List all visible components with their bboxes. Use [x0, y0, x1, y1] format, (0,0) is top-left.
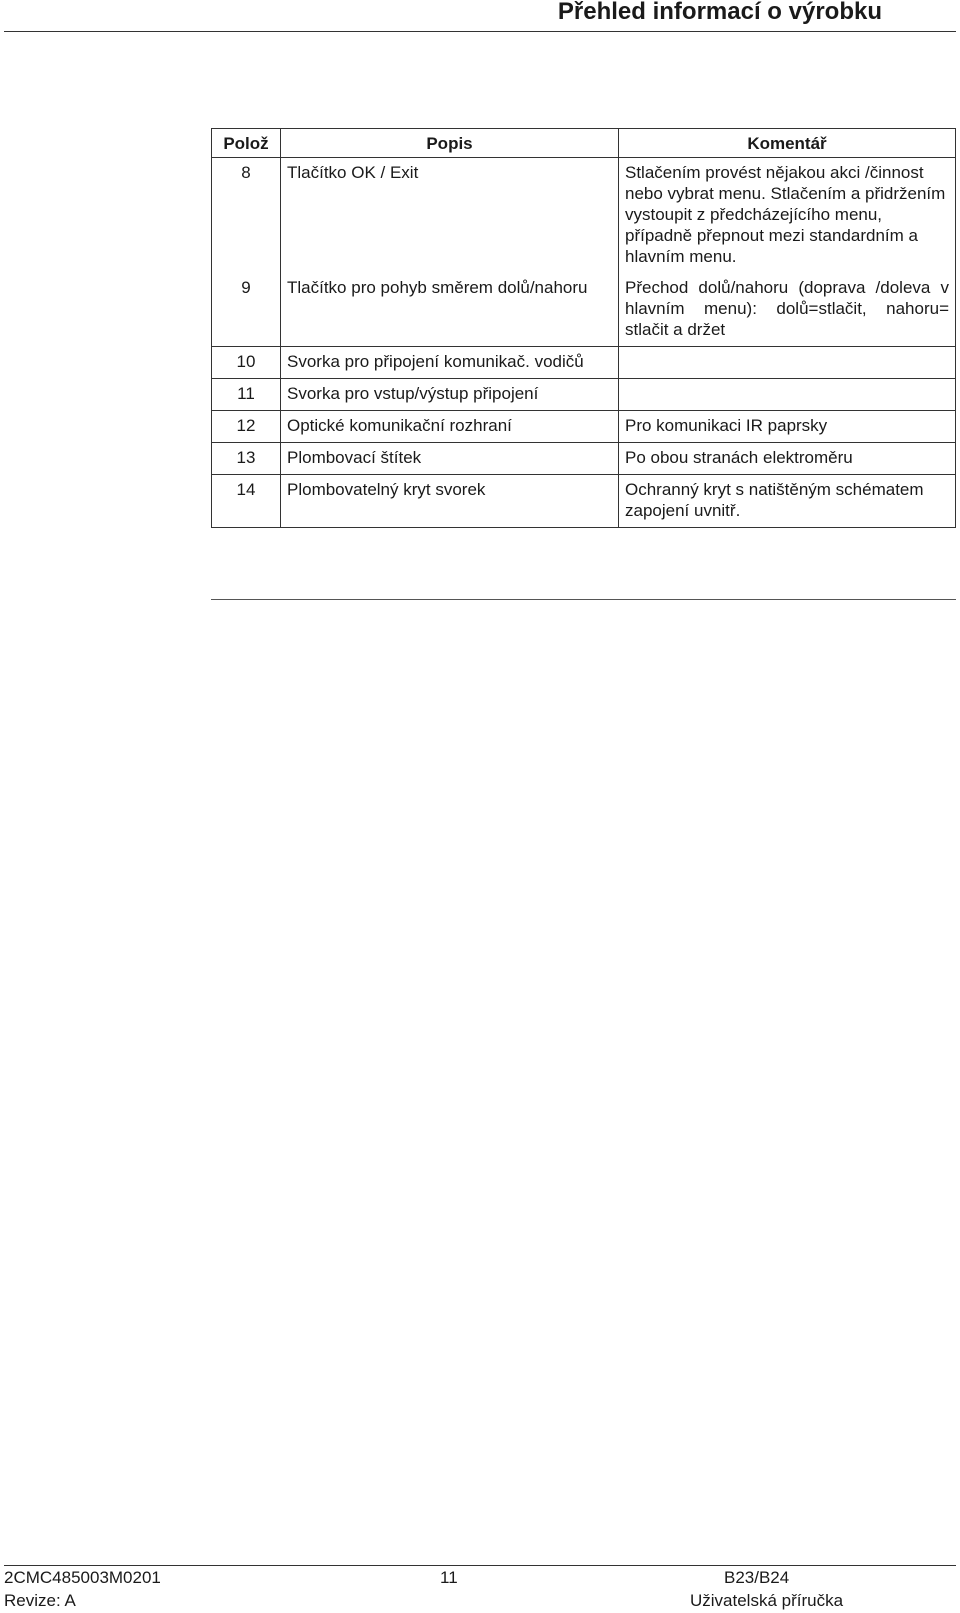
cell-comment: [619, 379, 956, 411]
table-row: [212, 347, 956, 379]
column-header-position: Polož: [212, 129, 281, 158]
cell-position: 14: [212, 475, 281, 528]
cell-description: Plombovatelný kryt svorek: [281, 475, 619, 528]
cell-comment: Přechod dolů/nahoru (doprava /doleva v hlavním menu): dolů=stlačit, nahoru= stlačit a držet: [619, 273, 956, 347]
footer-page-number: 11: [440, 1568, 458, 1587]
column-header-description: Popis: [281, 129, 619, 158]
cell-description: Tlačítko OK / Exit: [281, 158, 619, 274]
table-header-row: [212, 129, 956, 158]
content-end-divider: [211, 599, 956, 600]
footer-doc-type: Uživatelská příručka: [690, 1591, 844, 1610]
footer-model: B23/B24: [724, 1568, 790, 1587]
cell-description: Optické komunikační rozhraní: [281, 411, 619, 443]
cell-description: Svorka pro připojení komunikač. vodičů: [281, 347, 619, 379]
footer-divider: [4, 1565, 956, 1566]
cell-position: 11: [212, 379, 281, 411]
cell-position: 9: [212, 273, 281, 347]
cell-comment: Pro komunikaci IR paprsky: [619, 411, 956, 443]
page-header-title: Přehled informací o výrobku: [557, 0, 882, 25]
cell-position: 12: [212, 411, 281, 443]
table-row: [212, 443, 956, 475]
table-row: [212, 411, 956, 443]
product-info-table: [211, 128, 956, 528]
cell-position: 13: [212, 443, 281, 475]
column-header-comment: Komentář: [619, 129, 956, 158]
cell-comment: Ochranný kryt s natištěným schématem zapojení uvnitř.: [619, 475, 956, 528]
cell-comment: Stlačením provést nějakou akci /činnost nebo vybrat menu. Stlačením a přidržením vystoupit z předcházejícího menu, případně přepnout mezi standardním a hlavním menu.: [619, 158, 956, 274]
cell-position: 8: [212, 158, 281, 274]
table-row: [212, 158, 956, 274]
cell-description: Tlačítko pro pohyb směrem dolů/nahoru: [281, 273, 619, 347]
cell-comment: [619, 347, 956, 379]
cell-comment: Po obou stranách elektroměru: [619, 443, 956, 475]
cell-description: Svorka pro vstup/výstup připojení: [281, 379, 619, 411]
cell-description: Plombovací štítek: [281, 443, 619, 475]
footer-doc-number: 2CMC485003M0201: [4, 1568, 161, 1587]
header-divider: [4, 31, 956, 32]
table-row: [212, 273, 956, 347]
footer-revision: Revize: A: [4, 1591, 76, 1610]
table-row: [212, 475, 956, 528]
table-row: [212, 379, 956, 411]
cell-position: 10: [212, 347, 281, 379]
